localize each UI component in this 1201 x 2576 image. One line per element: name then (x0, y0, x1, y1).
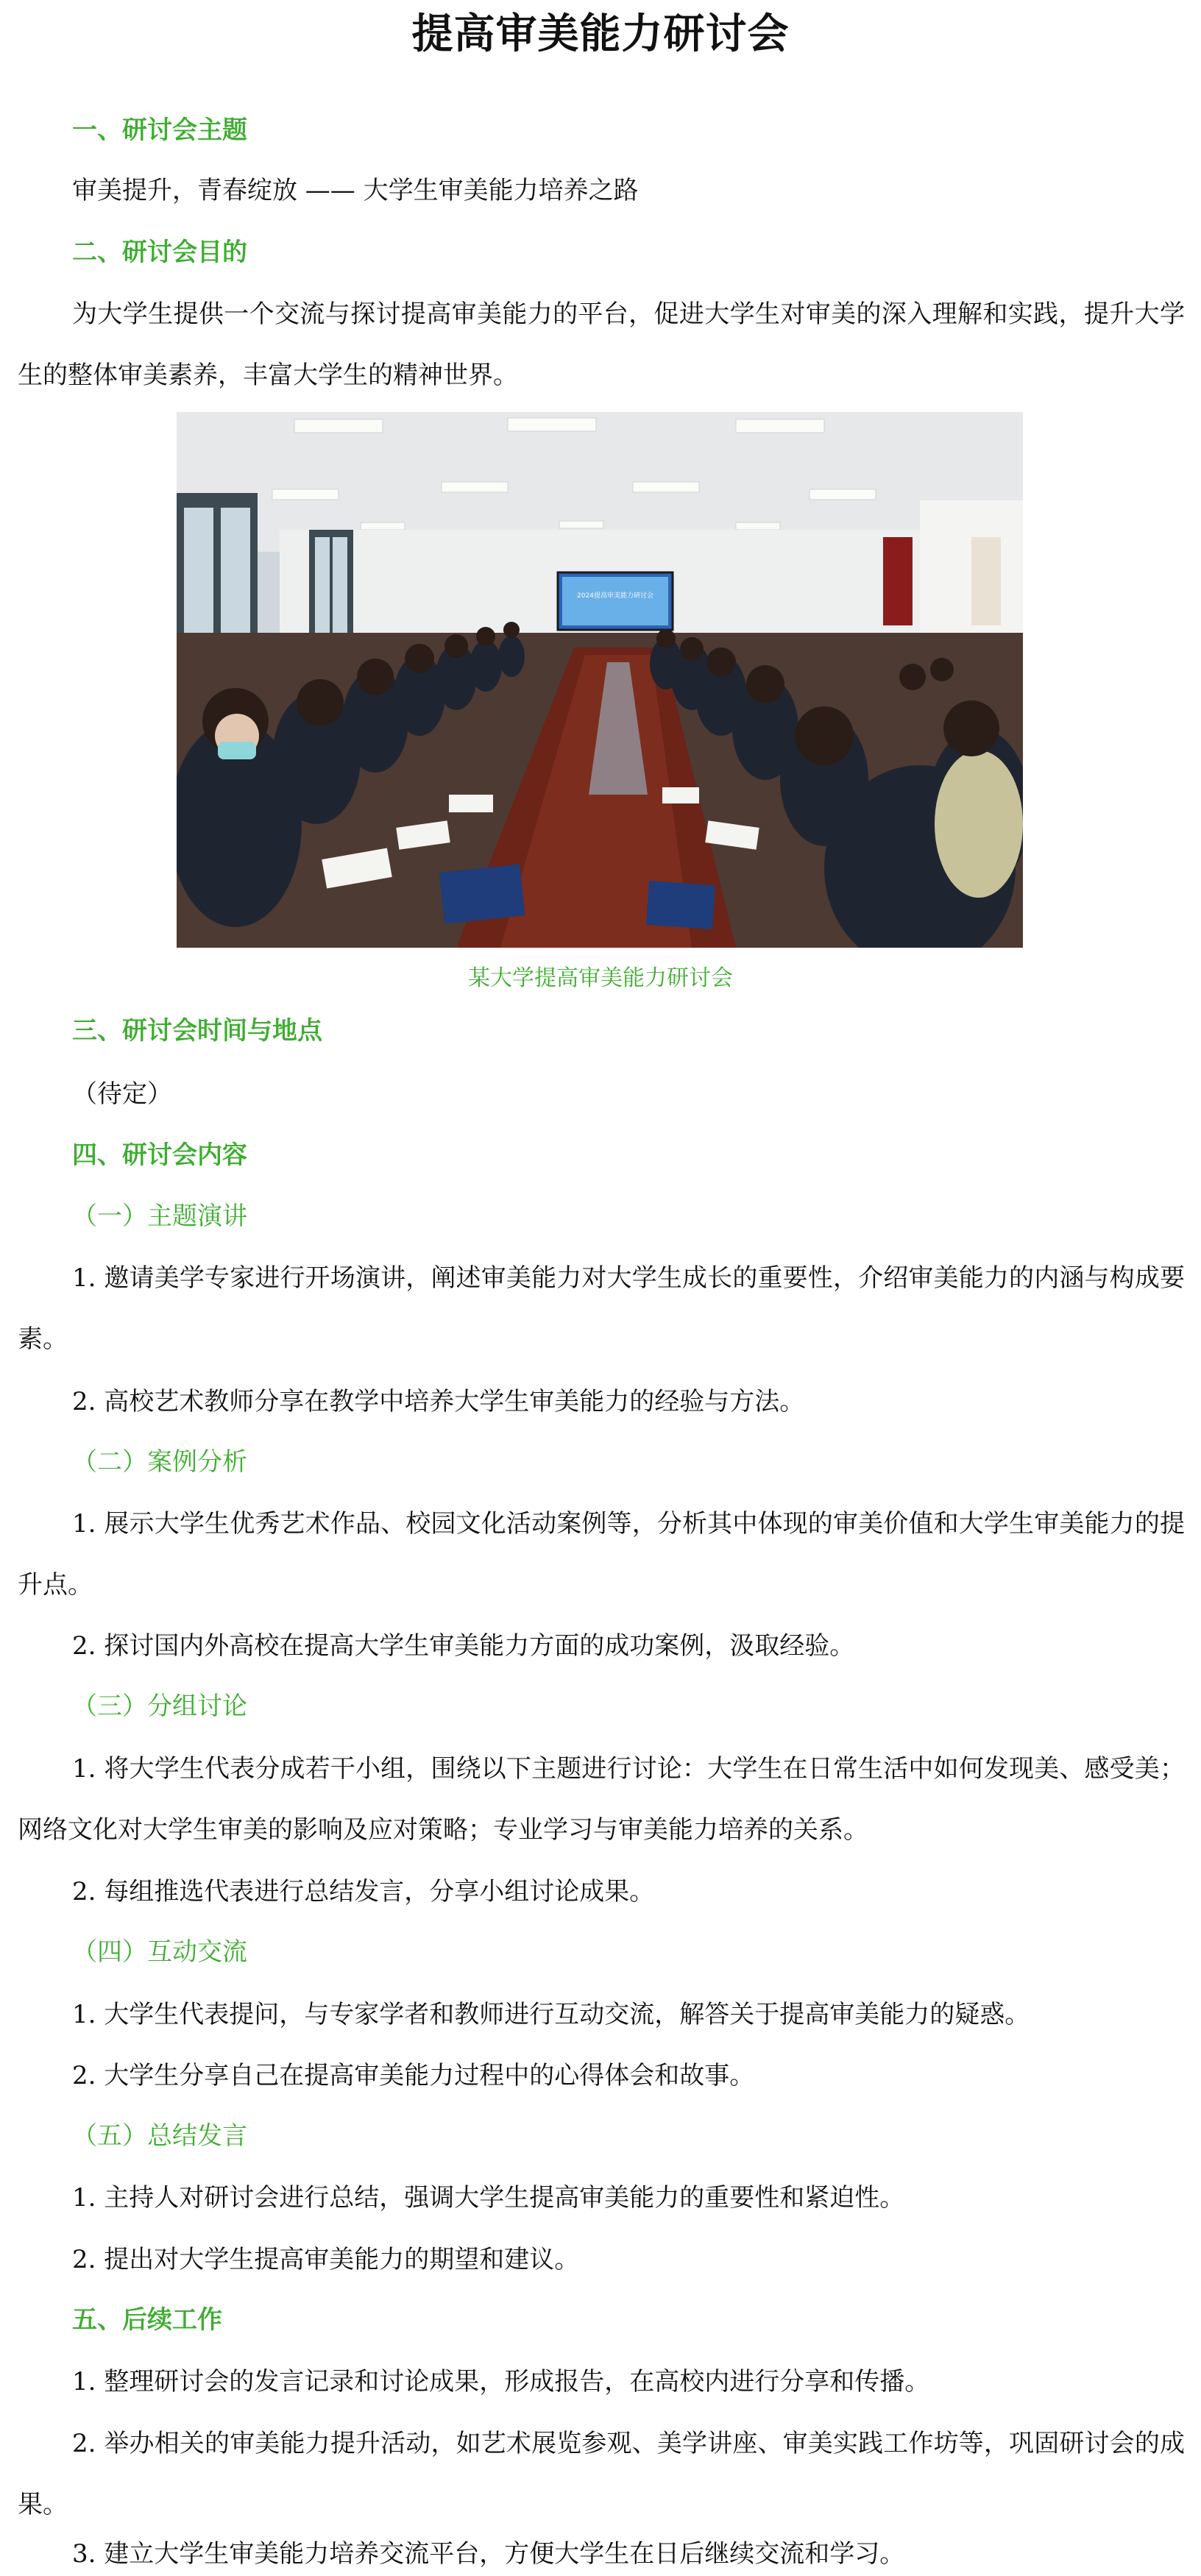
document-title: 提高审美能力研讨会 (411, 10, 790, 58)
section-3-heading: 三、研讨会时间与地点 (72, 1016, 322, 1046)
section-1-heading: 一、研讨会主题 (72, 116, 247, 145)
subsection-1-item-2: 2. 高校艺术教师分享在教学中培养大学生审美能力的经验与方法。 (72, 1387, 805, 1416)
subsection-4-item-2: 2. 大学生分享自己在提高审美能力过程中的心得体会和故事。 (72, 2061, 755, 2090)
subsection-2-item-2: 2. 探讨国内外高校在提高大学生审美能力方面的成功案例，汲取经验。 (72, 1631, 855, 1661)
subsection-2-heading: （二）案例分析 (72, 1447, 247, 1477)
subsection-3-item-1: 1. 将大学生代表分成若干小组，围绕以下主题进行讨论：大学生在日常生活中如何发现美、感受美；网络文化对大学生审美的影响及应对策略；专业学习与审美能力培养的关系。 (18, 1754, 1185, 1845)
photo-caption: 某大学提高审美能力研讨会 (468, 965, 733, 991)
section-2-heading: 二、研讨会目的 (72, 238, 247, 267)
section-5-item-3: 3. 建立大学生审美能力培养交流平台，方便大学生在日后继续交流和学习。 (72, 2539, 905, 2569)
subsection-3-item-2: 2. 每组推选代表进行总结发言，分享小组讨论成果。 (72, 1877, 655, 1906)
section-1-text: 审美提升，青春绽放 —— 大学生审美能力培养之路 (72, 176, 639, 205)
subsection-5-item-1: 1. 主持人对研讨会进行总结，强调大学生提高审美能力的重要性和紧迫性。 (72, 2183, 905, 2213)
subsection-2-item-1: 1. 展示大学生优秀艺术作品、校园文化活动案例等，分析其中体现的审美价值和大学生审美能力的提升点。 (18, 1509, 1185, 1600)
section-3-text: （待定） (72, 1079, 172, 1109)
subsection-5-item-2: 2. 提出对大学生提高审美能力的期望和建议。 (72, 2245, 580, 2274)
subsection-4-item-1: 1. 大学生代表提问，与专家学者和教师进行互动交流，解答关于提高审美能力的疑惑。 (72, 2000, 1030, 2029)
subsection-1-item-1: 1. 邀请美学专家进行开场演讲，阐述审美能力对大学生成长的重要性，介绍审美能力的内涵与构成要素。 (18, 1263, 1185, 1354)
meeting-photo (177, 412, 1023, 948)
section-2-text: 为大学生提供一个交流与探讨提高审美能力的平台，促进大学生对审美的深入理解和实践，提升大学生的整体审美素养，丰富大学生的精神世界。 (18, 299, 1185, 390)
section-5-item-1: 1. 整理研讨会的发言记录和讨论成果，形成报告，在高校内进行分享和传播。 (72, 2367, 930, 2396)
subsection-1-heading: （一）主题演讲 (72, 1202, 247, 1231)
screen-text: 2024提高审美能力研讨会 (577, 592, 653, 600)
subsection-5-heading: （五）总结发言 (72, 2121, 247, 2151)
subsection-3-heading: （三）分组讨论 (72, 1692, 247, 1721)
section-5-item-2: 2. 举办相关的审美能力提升活动，如艺术展览参观、美学讲座、审美实践工作坊等，巩固研讨会的成果。 (18, 2429, 1185, 2519)
section-4-heading: 四、研讨会内容 (72, 1140, 247, 1170)
subsection-4-heading: （四）互动交流 (72, 1937, 247, 1967)
section-5-heading: 五、后续工作 (72, 2305, 222, 2335)
